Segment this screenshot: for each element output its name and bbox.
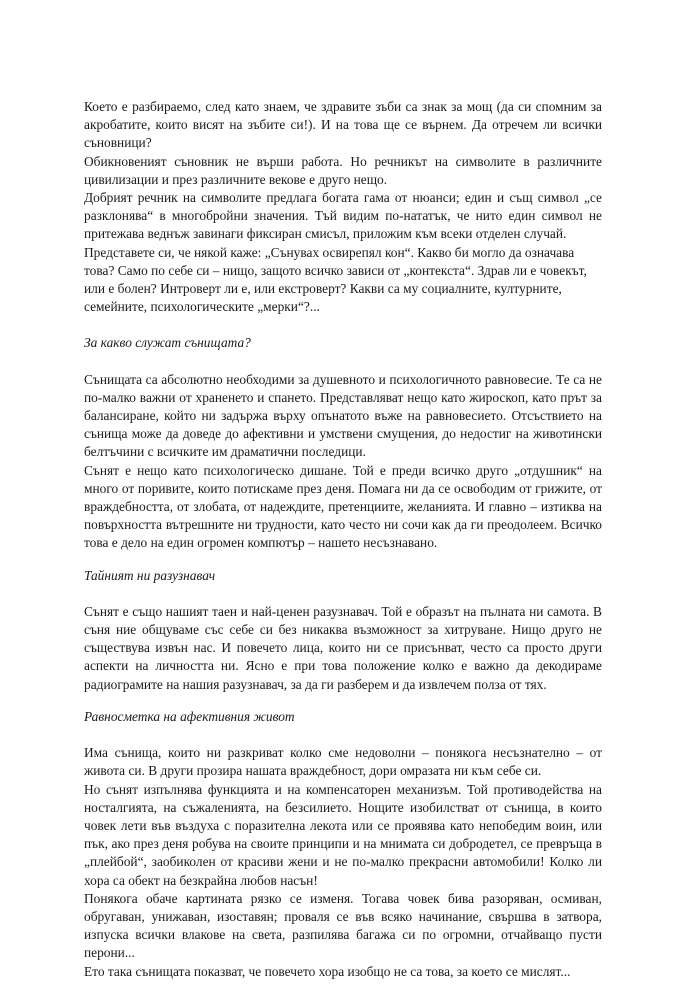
- paragraph: Обикновеният съновник не върши работа. Но речникът на символите в различните цивилизации и през различните векове е друго нещо.: [84, 153, 602, 187]
- paragraph: Сънят е също нашият таен и най-ценен разузнавач. Той е образът на пълната ни самота. В съня ние общуваме със себе си без никаква възможност за хитруване. Нищо друго не съществува извън нас. И повечето лица, които ни се присънват, често са просто други аспекти на личността ни. Ясно е при това положение колко е важно да декодираме радиограмите на нашия разузнавач, за да ги разберем и да извлечем полза от тях.: [84, 603, 602, 692]
- paragraph: Но сънят изпълнява функцията и на компенсаторен механизъм. Той противодейства на носталгията, на съжаленията, на безсилието. Нощите изобилстват от сънища, в които човек лети във въздуха с поразителна лекота или се проявява като непобедим воин, или пък, ако през деня робува на своите принципи и на мнимата си добродетел, се превръща в „плейбой“, заобиколен от красиви жени и не по-малко прекрасни автомобили! Колко ли хора са обект на безкрайна любов насън!: [84, 781, 602, 888]
- paragraph: Понякога обаче картината рязко се изменя. Тогава човек бива разоряван, осмиван, обругаван, унижаван, изоставян; проваля се във всяко начинание, свършва в затвора, изпуска всички влакове на света, разпилява багажа си по огромни, отчайващо пусти перони...: [84, 890, 602, 961]
- paragraph: Представете си, че някой каже: „Сънувах освирепял кон“. Какво би могло да означава това? Само по себе си – нищо, защото всичко зависи от „контекста“. Здрав ли е човекът, или е болен? Интроверт ли е, или екстроверт? Какви са му социалните, културните, семейните, психологическите „мерки“?...: [84, 244, 587, 315]
- document-page: [84, 98, 602, 981]
- spacer: [84, 694, 602, 708]
- spacer: [84, 353, 602, 371]
- paragraph: Добрият речник на символите предлага богата гама от нюанси; един и същ символ „се разклонява“ в многобройни значения. Тъй видим по-нататък, че нито един символ не притежава веднъж завинаги фиксиран смисъл, приложим към всеки отделен случай.: [84, 190, 602, 242]
- spacer: [84, 316, 602, 334]
- section-heading: Тайният ни разузнавач: [84, 567, 216, 583]
- spacer: [84, 553, 602, 567]
- paragraph: Което е разбираемо, след като знаем, че здравите зъби са знак за мощ (да си спомним за акробатите, които висят на зъбите си!). И на това ще се върнем. Да отречем ли всички съновници?: [84, 99, 602, 151]
- paragraph: Сънят е нещо като психологическо дишане. Той е преди всичко друго „отдушник“ на много от поривите, които потискаме през деня. Помага ни да се освободим от грижите, от враждебността, от злобата, от надеждите, претенциите, желанията. И главно – изтиква на повърхността вътрешните ни трудности, като често ни сочи как да ги преодолеем. Всичко това е дело на един огромен компютър – нашето несъзнавано.: [84, 462, 602, 551]
- paragraph: Сънищата са абсолютно необходими за душевното и психологичното равновесие. Те са не по-малко важни от храненето и спането. Представляват нещо като жироскоп, като прът за балансиране, който ни задържа върху опънатото въже на равновесието. Отсъствието на сънища може да доведе до афективни и умствени смущения, до недостиг на животински белтъчини с всичките им драматични последици.: [84, 371, 602, 460]
- paragraph: Има сънища, които ни разкриват колко сме недоволни – понякога несъзнателно – от живота си. В други прозира нашата враждебност, дори омразата ни към себе си.: [84, 745, 602, 779]
- section-heading: Равносметка на афективния живот: [84, 708, 295, 724]
- spacer: [84, 726, 602, 744]
- spacer: [84, 585, 602, 603]
- paragraph: Ето така сънищата показват, че повечето хора изобщо не са това, за което се мислят...: [84, 963, 571, 979]
- section-heading: За какво служат сънищата?: [84, 335, 251, 351]
